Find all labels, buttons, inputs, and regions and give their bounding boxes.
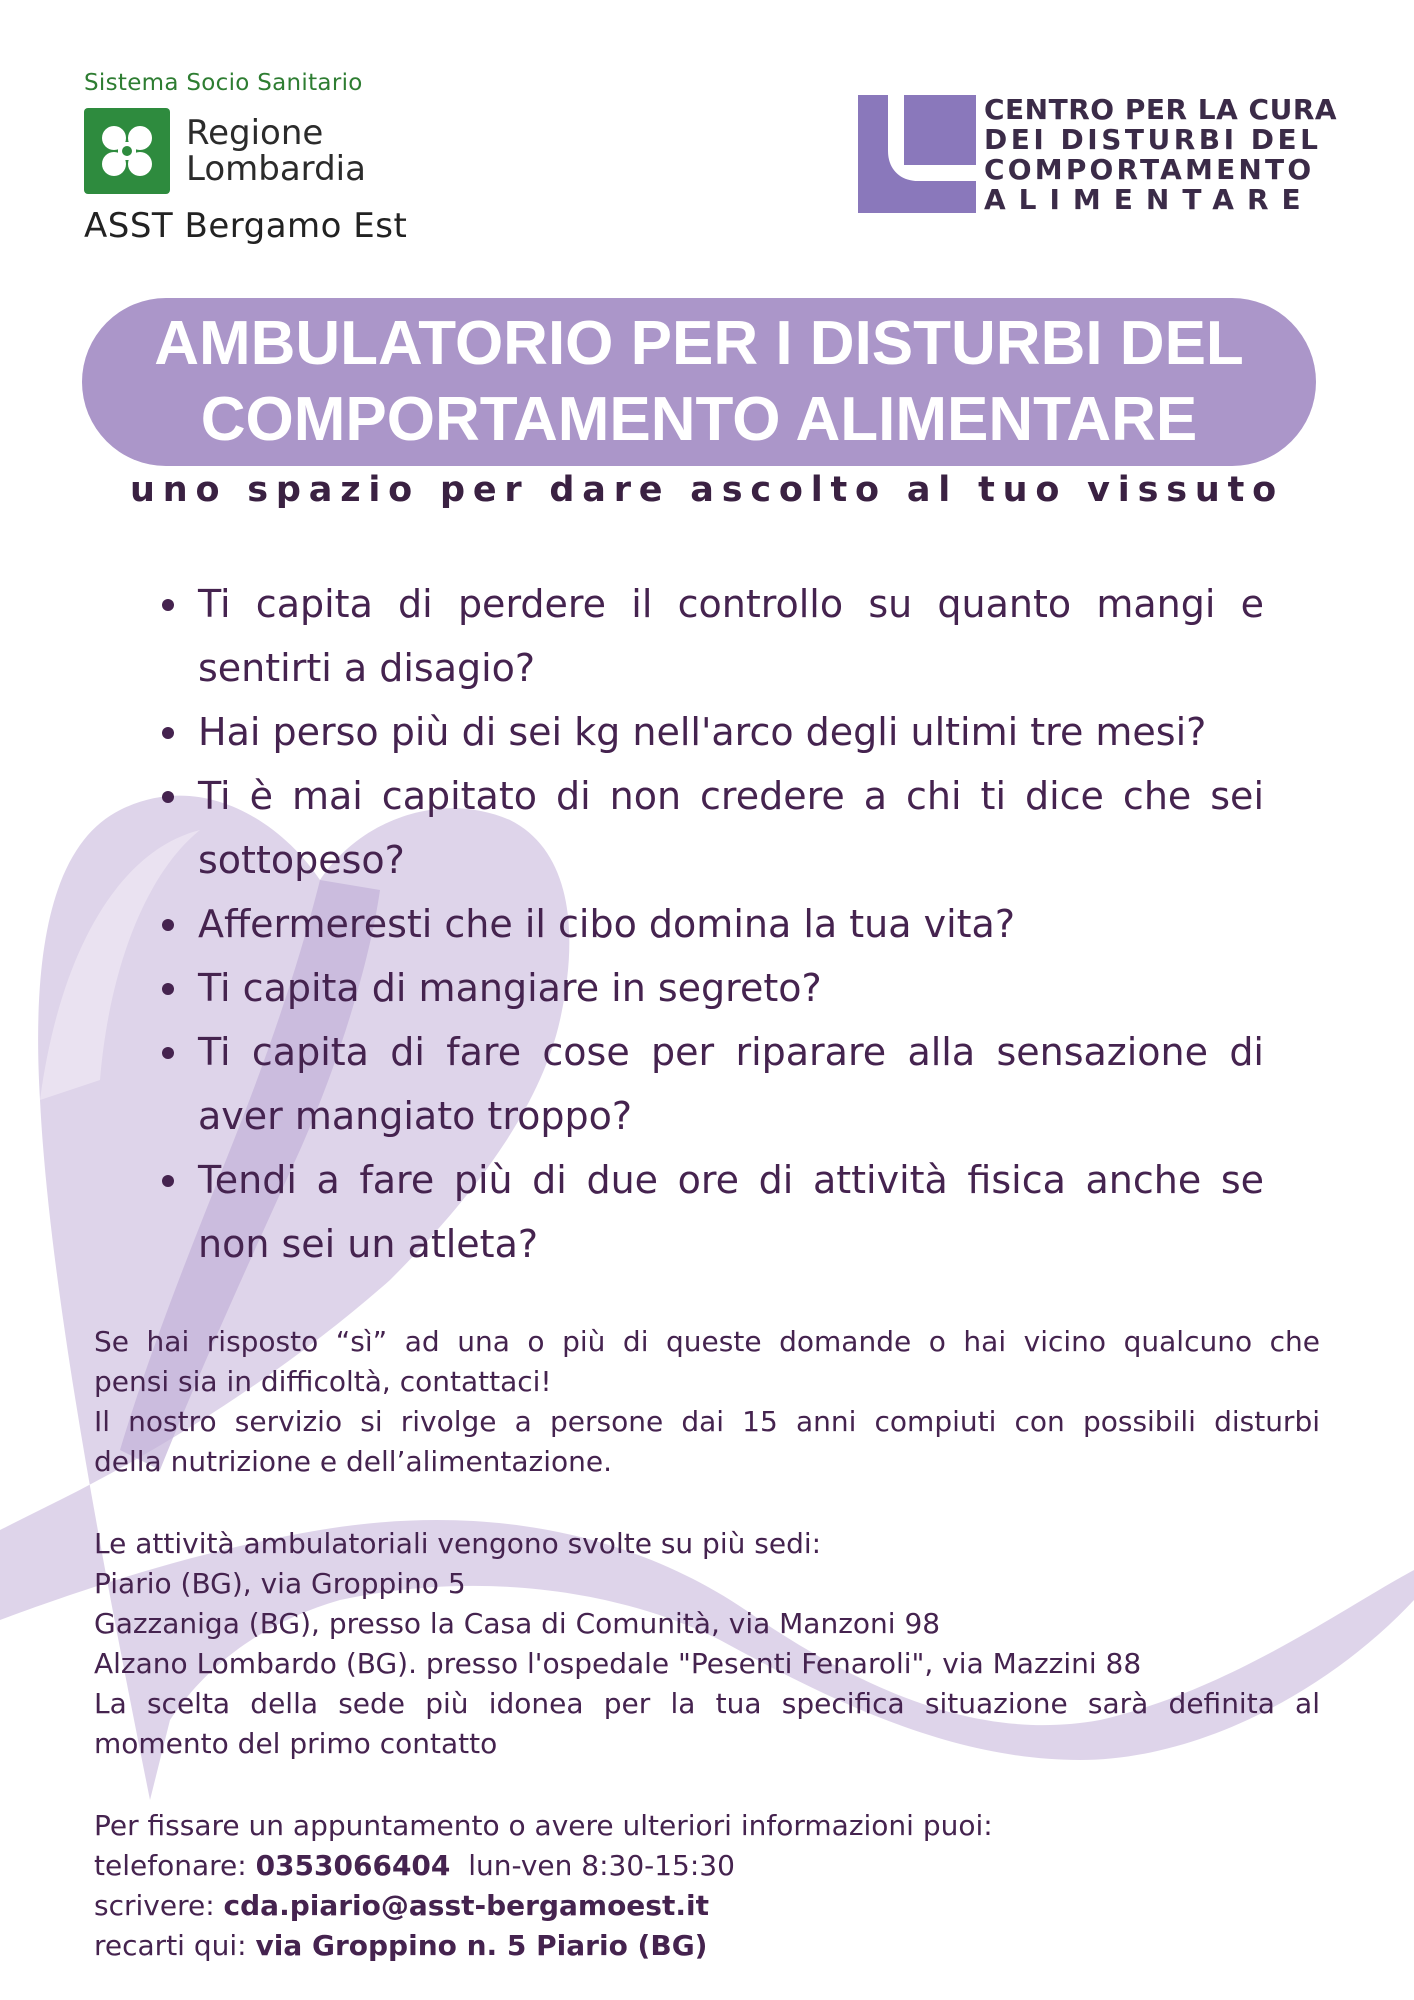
sede-gazzaniga: Gazzaniga (BG), presso la Casa di Comunità, via Manzoni 98 bbox=[94, 1607, 941, 1640]
cda-logo-mark-icon bbox=[858, 95, 976, 213]
sistema-socio-sanitario-label: Sistema Socio Sanitario bbox=[84, 70, 363, 96]
intro-line-2: pensi sia in difficoltà, contattaci! bbox=[94, 1365, 552, 1398]
contact-phone-row bbox=[94, 1846, 1320, 1886]
bullet-icon bbox=[162, 983, 174, 995]
phone-hours: lun-ven 8:30-15:30 bbox=[450, 1849, 735, 1882]
contact-email-row bbox=[94, 1886, 1320, 1926]
bullet-icon bbox=[162, 727, 174, 739]
regione-lombardia-cross-icon bbox=[84, 108, 170, 194]
cda-line-1: CENTRO PER LA CURA bbox=[984, 93, 1338, 126]
title-line-2: COMPORTAMENTO ALIMENTARE bbox=[200, 385, 1198, 454]
question-item: Ti è mai capitato di non credere a chi ti dice che sei sottopeso? bbox=[198, 764, 1264, 892]
title-line-1: AMBULATORIO PER I DISTURBI DEL bbox=[154, 309, 1244, 378]
bullet-icon bbox=[162, 791, 174, 803]
intro-line-1: Se hai risposto “sì” ad una o più di queste domande o hai vicino qualcuno che bbox=[94, 1325, 1320, 1358]
questions-list bbox=[198, 572, 1264, 1276]
question-item: Ti capita di mangiare in segreto? bbox=[198, 956, 1264, 1020]
email-link[interactable]: cda.piario@asst-bergamoest.it bbox=[223, 1889, 709, 1922]
sedi-note-line-2: momento del primo contatto bbox=[94, 1727, 498, 1760]
intro-line-4: della nutrizione e dell’alimentazione. bbox=[94, 1445, 613, 1478]
phone-label: telefonare: bbox=[94, 1849, 256, 1882]
sede-piario: Piario (BG), via Groppino 5 bbox=[94, 1567, 466, 1600]
title-banner bbox=[82, 298, 1316, 466]
question-item: Ti capita di perdere il controllo su quanto mangi e sentirti a disagio? bbox=[198, 572, 1264, 700]
cda-line-3: COMPORTAMENTO bbox=[984, 153, 1315, 186]
asst-label: ASST Bergamo Est bbox=[84, 206, 408, 246]
address-label: recarti qui: bbox=[94, 1929, 256, 1962]
sedi-paragraph bbox=[94, 1524, 1320, 1764]
question-item: Ti capita di fare cose per riparare alla sensazione di aver mangiato troppo? bbox=[198, 1020, 1264, 1148]
contact-paragraph bbox=[94, 1806, 1320, 1966]
phone-number-link[interactable]: 0353066404 bbox=[255, 1849, 451, 1882]
intro-line-3: Il nostro servizio si rivolge a persone dai 15 anni compiuti con possibili disturbi bbox=[94, 1405, 1320, 1438]
subtitle: uno spazio per dare ascolto al tuo vissuto bbox=[130, 470, 1284, 510]
bullet-icon bbox=[162, 599, 174, 611]
bullet-icon bbox=[162, 1175, 174, 1187]
sedi-note-line-1: La scelta della sede più idonea per la tua specifica situazione sarà definita al bbox=[94, 1687, 1320, 1720]
sede-alzano: Alzano Lombardo (BG). presso l'ospedale "Pesenti Fenaroli", via Mazzini 88 bbox=[94, 1647, 1142, 1680]
intro-paragraph bbox=[94, 1322, 1320, 1482]
regione-label: Regione bbox=[186, 113, 324, 153]
contact-address-row bbox=[94, 1926, 1320, 1966]
cda-line-4: ALIMENTARE bbox=[984, 183, 1314, 216]
cda-line-2: DEI DISTURBI DEL bbox=[984, 123, 1322, 156]
question-item: Hai perso più di sei kg nell'arco degli ultimi tre mesi? bbox=[198, 700, 1264, 764]
question-item: Affermeresti che il cibo domina la tua vita? bbox=[198, 892, 1264, 956]
address-text: via Groppino n. 5 Piario (BG) bbox=[255, 1929, 708, 1962]
contact-intro: Per fissare un appuntamento o avere ulteriori informazioni puoi: bbox=[94, 1809, 993, 1842]
bullet-icon bbox=[162, 1047, 174, 1059]
regione-lombardia-logo bbox=[84, 70, 407, 246]
email-label: scrivere: bbox=[94, 1889, 224, 1922]
question-item: Tendi a fare più di due ore di attività fisica anche se non sei un atleta? bbox=[198, 1148, 1264, 1276]
centro-cda-logo bbox=[858, 95, 1337, 215]
sedi-intro: Le attività ambulatoriali vengono svolte su più sedi: bbox=[94, 1527, 822, 1560]
bullet-icon bbox=[162, 919, 174, 931]
lombardia-label: Lombardia bbox=[186, 149, 366, 189]
